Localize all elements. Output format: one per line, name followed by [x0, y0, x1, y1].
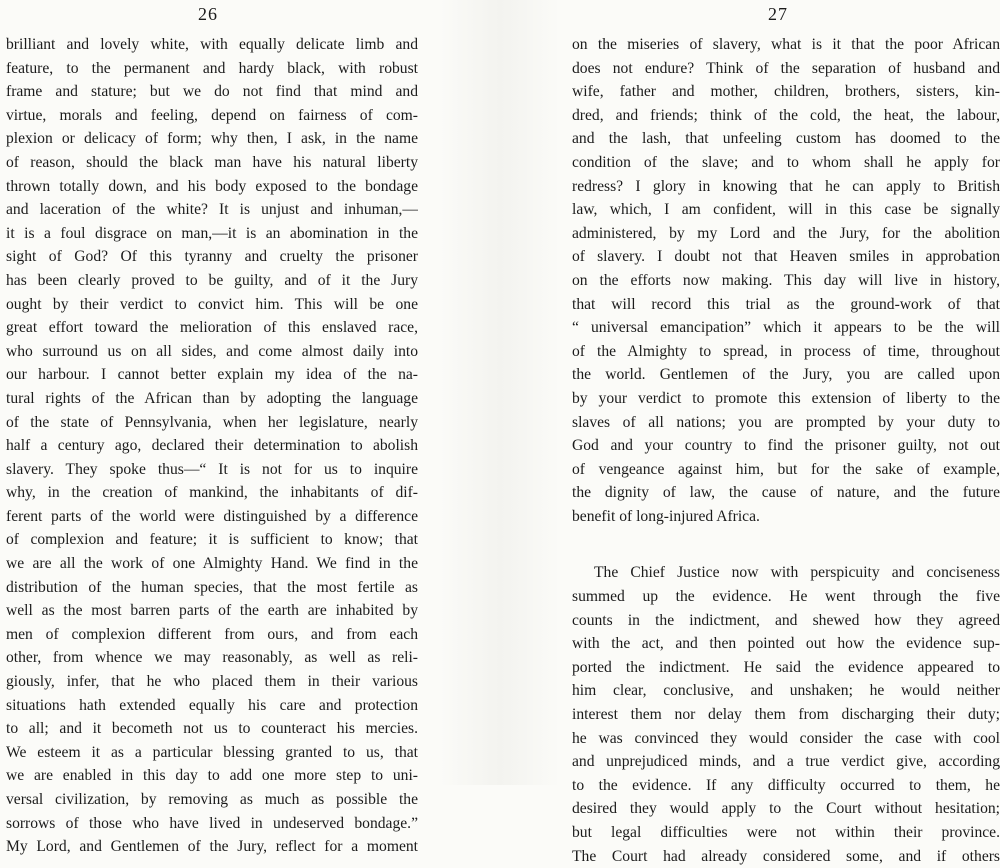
text-line: to all; and it becometh not us to counteract his mercies.: [6, 720, 418, 738]
text-line: has been clearly proved to be guilty, and of it the Jury: [6, 271, 418, 289]
text-line: administered, by my Lord and the Jury, for the abolition: [572, 224, 1000, 242]
text-line: the world. Gentlemen of the Jury, you are called upon: [572, 366, 1000, 384]
text-line: frame and stature; but we do not find that mind and: [6, 83, 418, 101]
text-line: him clear, conclusive, and unshaken; he would neither: [572, 682, 1000, 700]
text-line: it is a foul disgrace on man,—it is an abomination in the: [6, 224, 418, 242]
text-line: the dignity of law, the cause of nature, and the future: [572, 484, 1000, 502]
text-line: redress? I glory in knowing that he can apply to British: [572, 177, 1000, 195]
text-line: half a century ago, declared their determination to abolish: [6, 437, 418, 455]
page-number-left: 26: [198, 4, 218, 24]
text-line: We esteem it as a particular blessing granted to us, that: [6, 743, 418, 761]
text-line: and laceration of the white? It is unjust and inhuman,—: [6, 201, 418, 219]
text-line: My Lord, and Gentlemen of the Jury, reflect for a moment: [6, 838, 418, 856]
text-line: interest them nor delay them from discharging their duty;: [572, 706, 1000, 724]
text-line: slavery. They spoke thus—“ It is not for us to inquire: [6, 460, 418, 478]
text-line: of the Almighty to spread, in process of time, throughout: [572, 342, 1000, 360]
text-line: men of complexion different from ours, and from each: [6, 625, 418, 643]
text-line: counts in the indictment, and shewed how they agreed: [572, 611, 1000, 629]
text-line: feature, to the permanent and hardy black, with robust: [6, 59, 418, 77]
page-number-right: 27: [768, 4, 788, 24]
left-page-text: [6, 33, 418, 859]
text-line: wife, father and mother, children, brothers, sisters, kin-: [572, 83, 1000, 101]
text-line: why, in the creation of mankind, the inhabitants of dif-: [6, 484, 418, 502]
text-line: of the state of Pennsylvania, when her legislature, nearly: [6, 413, 418, 431]
text-line: by your verdict to promote this extension of liberty to the: [572, 389, 1000, 407]
text-line: other, from whence we may reasonably, as well as reli-: [6, 649, 418, 667]
text-line: versal civilization, by removing as much as possible the: [6, 791, 418, 808]
text-line: does not endure? Think of the separation of husband and: [572, 59, 1000, 77]
text-line: well as the most barren parts of the earth are inhabited by: [6, 602, 418, 620]
text-line: we are enabled in this day to add one more step to uni-: [6, 767, 418, 785]
text-line: on the miseries of slavery, what is it that the poor African: [572, 36, 1000, 53]
text-line: desired they would apply to the Court without hesitation;: [572, 800, 1000, 818]
text-line: we are all the work of one Almighty Hand. We find in the: [6, 555, 418, 573]
text-line: and unprejudiced minds, and a true verdict give, according: [572, 753, 1000, 771]
text-line: plexion or delicacy of form; why then, I ask, in the name: [6, 130, 418, 148]
text-line: summed up the evidence. He went through the five: [572, 588, 1000, 606]
right-page-text: [572, 33, 1000, 868]
paragraph-gap: [572, 528, 1000, 561]
text-line: thrown totally down, and his body exposed to the bondage: [6, 177, 418, 195]
book-gutter: [440, 0, 560, 785]
text-line: “ universal emancipation” which it appears to be the will: [572, 319, 1000, 337]
text-line: dred, and friends; think of the cold, the heat, the labour,: [572, 106, 1000, 124]
text-line: sorrows of those who have lived in undeserved bondage.”: [6, 814, 418, 832]
text-line: sight of God? Of this tyranny and cruelty the prisoner: [6, 248, 418, 266]
text-line: but legal difficulties were not within their province.: [572, 824, 1000, 841]
text-line: giously, infer, that he who placed them in their various: [6, 673, 418, 691]
text-line: God and your country to find the prisoner guilty, not out: [572, 437, 1000, 455]
text-line: to the evidence. If any difficulty occurred to them, he: [572, 776, 1000, 794]
right-page: [560, 0, 1000, 865]
left-page: [0, 0, 440, 856]
text-line: condition of the slave; and to whom shall he apply for: [572, 153, 1000, 171]
text-line: brilliant and lovely white, with equally delicate limb and: [6, 36, 418, 53]
text-line: The Chief Justice now with perspicuity and conciseness: [594, 564, 1000, 582]
text-line: The Court had already considered some, and if others: [572, 847, 1000, 865]
text-line: of slavery. I doubt not that Heaven smiles in approbation: [572, 248, 1000, 266]
text-line: law, which, I am confident, will in this case be signally: [572, 201, 1000, 219]
text-line: our harbour. I cannot better explain my idea of the na-: [6, 366, 418, 384]
text-line: of reason, should the black man have his natural liberty: [6, 153, 418, 171]
text-line: on the efforts now making. This day will live in history,: [572, 271, 1000, 289]
text-line: that will record this trial as the ground-work of that: [572, 295, 1000, 313]
text-line: distribution of the human species, that the most fertile as: [6, 578, 418, 596]
text-line: and the lash, that unfeeling custom has doomed to the: [572, 130, 1000, 148]
text-line: he was convinced they would consider the case with cool: [572, 729, 1000, 747]
text-line: who surround us on all sides, and come almost daily into: [6, 342, 418, 360]
text-line: virtue, morals and feeling, depend on fairness of com-: [6, 106, 418, 124]
text-line: ferent parts of the world were distinguished by a difference: [6, 507, 418, 525]
text-line: slaves of all nations; you are prompted by your duty to: [572, 413, 1000, 431]
text-line: benefit of long-injured Africa.: [572, 507, 760, 525]
text-line: of vengeance against him, but for the sake of example,: [572, 460, 1000, 478]
text-line: situations hath extended equally his care and protection: [6, 696, 418, 714]
text-line: great effort toward the melioration of this enslaved race,: [6, 319, 418, 337]
text-line: with the act, and then pointed out how the evidence sup-: [572, 635, 1000, 653]
text-line: tural rights of the African than by adopting the language: [6, 389, 418, 407]
text-line: ought by their verdict to convict him. This will be one: [6, 295, 418, 313]
text-line: of complexion and feature; it is sufficient to know; that: [6, 531, 418, 549]
text-line: ported the indictment. He said the evidence appeared to: [572, 658, 1000, 676]
